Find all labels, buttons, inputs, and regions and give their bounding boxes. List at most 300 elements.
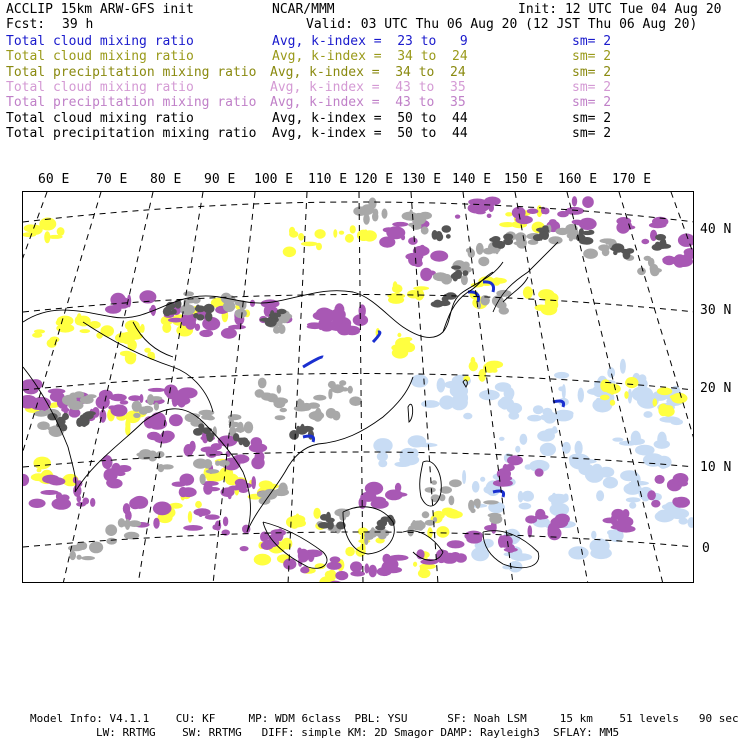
high-cloud [168,318,184,323]
high-cloud [129,498,141,509]
mid-cloud [625,377,638,388]
high-cloud [249,443,267,452]
cloud-top-dark [62,413,69,420]
mid-cloud [89,321,101,329]
high-cloud [180,474,195,486]
cloud-top-light [349,396,362,406]
high-cloud [221,328,237,339]
legend-smoothing: sm= 2 [572,110,612,126]
cloud-top-light [183,291,194,296]
cloud-top-dark [587,230,594,235]
low-cloud-light [421,400,440,408]
mid-cloud [289,227,295,236]
high-cloud [203,483,213,495]
low-cloud-light [520,434,528,445]
mid-cloud [538,289,554,300]
mid-cloud [50,337,60,343]
cloud-top-light [328,381,336,388]
high-cloud [277,528,284,541]
high-cloud [300,567,309,574]
cloud-top-dark [655,234,666,241]
legend-field-name: Total cloud mixing ratio [6,110,194,126]
cloud-top-light [461,275,468,285]
cloud-top-light [139,407,149,415]
high-cloud [371,499,389,509]
latitude-tick-label: 0 [702,541,710,556]
low-cloud-light [507,393,514,401]
high-cloud [622,509,629,518]
org-label: NCAR/MMM [272,2,335,17]
cloud-top-light [128,520,141,527]
high-cloud [507,455,523,465]
high-cloud [153,502,172,516]
high-cloud [169,414,183,426]
cloud-top-light [244,421,253,433]
high-cloud [283,559,296,570]
low-cloud-light [437,378,446,393]
cloud-top-light [475,499,480,509]
mid-cloud [77,316,91,327]
mid-cloud [345,234,354,243]
legend-smoothing: sm= 2 [572,34,612,49]
high-cloud [40,490,58,495]
high-cloud [83,498,90,505]
low-cloud-light [472,481,480,493]
cloud-fields-layer [23,196,694,583]
cloud-top-light [422,511,430,518]
high-cloud [365,482,383,495]
cloud-top-light [278,324,285,334]
longitude-tick-label: 170 E [612,172,652,187]
mid-cloud [313,508,320,519]
cloud-top-dark [163,307,172,316]
cloud-top-light [258,378,267,389]
map-canvas [23,192,694,583]
cloud-top-dark [277,309,287,314]
mid-cloud [345,547,355,556]
mid-cloud [393,281,398,289]
low-cloud-light [578,388,584,403]
high-cloud [250,300,255,307]
longitude-tick-label: 150 E [504,172,544,187]
cloud-top-light [200,474,206,485]
high-cloud [484,197,501,206]
legend-level-range: Avg, k-index = 50 to 44 [272,110,468,126]
low-cloud-light [596,490,604,501]
cloud-top-light [86,394,97,398]
cloud-top-light [69,551,76,560]
legend-smoothing: sm= 2 [572,95,612,111]
legend-field-name: Total precipitation mixing ratio [6,95,257,111]
low-cloud-light [527,415,542,422]
mid-cloud [188,511,192,523]
high-cloud [392,222,408,227]
low-cloud-light [662,504,673,510]
cloud-top-light [363,214,370,225]
forecast-hour: 39 h [62,17,94,32]
cloud-top-light [425,487,436,493]
mid-cloud [125,352,136,364]
mid-cloud [316,243,322,250]
low-cloud-light [637,378,647,389]
cloud-top-light [313,395,326,401]
high-cloud [527,208,539,214]
longitude-tick-label: 80 E [150,172,182,187]
low-cloud-light [643,411,652,418]
high-cloud [240,546,249,551]
low-cloud-light [537,430,555,441]
high-cloud [611,515,616,524]
cloud-top-light [206,416,215,420]
high-cloud [655,475,665,484]
legend-level-range: Avg, k-index = 50 to 44 [272,125,468,141]
mid-cloud [624,391,628,399]
high-cloud [61,408,69,412]
legend-smoothing: sm= 2 [572,64,612,80]
high-cloud [455,215,460,219]
high-cloud [104,468,118,482]
high-cloud [455,553,467,563]
low-cloud-light [635,445,655,456]
low-cloud-light [479,390,500,401]
low-cloud-light [630,438,645,445]
cloud-top-light [274,488,289,496]
cloud-top-light [449,479,462,487]
high-cloud [335,571,348,580]
longitude-tick-label: 100 E [254,172,294,187]
low-cloud-light [657,432,667,447]
mid-cloud [363,230,377,241]
mid-cloud [57,316,74,326]
low-cloud-light [554,372,569,379]
high-cloud [484,525,497,531]
cloud-top-dark [203,304,214,314]
mid-cloud [491,369,497,373]
high-cloud [525,515,537,523]
low-cloud-light [658,457,668,469]
cloud-top-light [348,386,353,394]
high-cloud [678,481,689,487]
mid-cloud [333,229,337,238]
high-cloud [199,330,213,337]
mid-cloud [283,247,296,258]
cloud-top-dark [503,238,513,245]
legend-field-name: Total precipitation mixing ratio [6,125,257,141]
high-cloud [512,207,526,219]
low-cloud-light [463,413,472,420]
high-cloud [575,222,595,226]
longitude-line [359,192,363,583]
high-cloud [672,497,681,505]
high-cloud [48,389,66,395]
cloud-top-dark [233,433,239,441]
cloud-top-light [275,415,286,420]
low-cloud-light [655,511,675,523]
cloud-top-light [421,226,429,234]
low-cloud-light [569,454,590,470]
high-cloud [549,219,556,224]
legend-field-name: Total cloud mixing ratio [6,49,194,65]
high-cloud [413,260,422,267]
high-cloud [384,559,398,571]
longitude-tick-label: 160 E [558,172,598,187]
mid-cloud [206,473,214,482]
low-cloud-light [499,437,505,441]
high-cloud [153,518,159,529]
longitude-tick-label: 140 E [452,172,492,187]
cloud-top-dark [289,430,299,440]
low-cloud-light [596,543,601,550]
coastline [408,404,413,422]
legend-level-range: Avg, k-index = 34 to 24 [270,64,466,80]
cloud-top-light [118,518,125,527]
high-cloud [651,500,660,508]
low-cloud-light [607,367,615,378]
low-cloud-light [562,384,566,399]
mid-cloud [505,212,512,216]
mid-cloud [315,229,326,239]
low-cloud-light [585,467,604,483]
low-cloud-light [590,547,612,559]
high-cloud [53,501,58,509]
cloud-top-light [332,411,340,421]
mid-cloud [350,225,356,233]
cloud-top-light [431,480,437,485]
mid-cloud [144,348,151,353]
cloud-top-light [161,464,174,469]
high-cloud [178,387,198,398]
high-cloud [430,251,448,262]
cloud-top-light [468,500,474,511]
high-cloud [236,483,252,489]
high-cloud [504,473,510,478]
high-cloud [678,234,694,247]
cloud-top-light [154,402,159,410]
cloud-top-light [313,410,323,422]
longitude-tick-label: 60 E [38,172,70,187]
cloud-top-light [605,239,610,244]
cloud-top-light [105,524,117,536]
high-cloud [565,207,584,215]
cloud-top-dark [533,234,543,241]
cloud-top-dark [455,270,462,277]
cloud-top-light [361,204,374,215]
high-cloud [183,525,203,531]
longitude-tick-label: 70 E [96,172,128,187]
low-cloud-light [688,517,695,528]
low-cloud-light [518,491,524,503]
cloud-top-light [74,391,84,398]
mid-cloud [195,501,202,508]
cloud-top-light [150,396,163,401]
high-cloud [447,540,465,548]
map-panel [22,191,694,583]
high-cloud [506,544,515,553]
cloud-top-dark [536,228,548,233]
low-cloud-light [603,477,618,489]
high-cloud [185,318,196,330]
legend-level-range: Avg, k-index = 34 to 24 [272,49,468,65]
low-cloud-light [519,503,532,510]
high-cloud [327,562,342,570]
cloud-top-dark [270,310,274,318]
cloud-top-dark [462,270,468,276]
low-cloud-core [303,357,323,367]
cloud-top-light [280,408,287,412]
low-cloud-light [670,419,683,425]
cloud-top-light [637,268,646,276]
high-cloud [23,474,29,486]
cloud-top-light [548,236,562,244]
cloud-top-dark [442,225,452,232]
high-cloud [379,237,395,248]
latitude-line [23,374,694,391]
cloud-top-light [483,500,499,504]
legend-field-name: Total cloud mixing ratio [6,34,194,49]
legend-smoothing: sm= 2 [572,49,612,65]
longitude-tick-label: 120 E [354,172,394,187]
model-title: ACCLIP 15km ARW-GFS init [6,2,194,17]
cloud-top-light [650,264,659,274]
mid-cloud [32,333,42,338]
high-cloud [179,487,188,497]
mid-cloud [499,222,515,227]
cloud-top-light [223,462,228,467]
mid-cloud [600,379,610,392]
high-cloud [223,517,228,527]
mid-cloud [388,296,404,304]
low-cloud-light [551,493,557,508]
high-cloud [307,324,323,329]
cloud-top-light [106,538,117,545]
mid-cloud [600,395,610,401]
high-cloud [251,476,256,489]
mid-cloud [44,231,50,243]
cloud-top-dark [239,439,244,445]
mid-cloud [469,361,478,371]
cloud-top-light [441,274,452,285]
cloud-top-light [72,403,80,410]
low-cloud-light [620,359,626,374]
high-cloud [90,498,95,507]
cloud-top-light [235,309,247,318]
mid-cloud [254,554,271,566]
mid-cloud [436,526,449,538]
cloud-top-light [478,257,489,267]
high-cloud [198,511,203,517]
low-cloud-light [511,553,533,561]
low-cloud-light [378,460,387,468]
high-cloud [239,488,248,493]
mid-cloud [653,398,658,406]
high-cloud [616,221,629,233]
high-cloud [184,444,194,457]
cloud-top-light [466,248,473,253]
low-cloud-light [626,497,641,502]
legend-field-name: Total precipitation mixing ratio [6,64,257,80]
cloud-top-light [449,496,455,506]
cloud-top-light [39,410,45,416]
low-cloud-light [408,435,427,447]
low-cloud-light [495,382,511,392]
legend-smoothing: sm= 2 [572,79,612,95]
legend-level-range: Avg, k-index = 23 to 9 [272,34,468,49]
high-cloud [572,196,577,206]
legend-level-range: Avg, k-index = 43 to 35 [270,79,466,95]
high-cloud [36,401,46,410]
model-info-line1: Model Info: V4.1.1 CU: KF MP: WDM 6class PBL: YSU SF: Noah LSM 15 km 51 levels 90 sec [30,712,739,725]
mid-cloud [301,242,318,247]
high-cloud [261,299,280,308]
high-cloud [436,549,447,563]
high-cloud [111,404,128,416]
valid-time: Valid: 03 UTC Thu 06 Aug 20 (12 JST Thu 06 Aug 20) [306,17,698,32]
latitude-tick-label: 40 N [700,222,732,237]
mid-cloud [298,233,304,241]
mid-cloud [339,231,344,235]
cloud-top-dark [659,244,672,249]
high-cloud [641,239,649,244]
latitude-tick-label: 20 N [700,381,732,396]
high-cloud [215,521,221,531]
cloud-top-dark [172,309,177,314]
cloud-top-dark [613,251,617,255]
high-cloud [105,305,121,314]
cloud-top-light [328,389,332,400]
high-cloud [148,388,166,392]
cloud-top-light [476,243,484,255]
high-cloud [29,499,46,508]
cloud-top-dark [203,430,211,434]
longitude-tick-label: 110 E [308,172,348,187]
cloud-top-dark [76,418,83,427]
model-info-line2: LW: RRTMG SW: RRTMG DIFF: simple KM: 2D Smagor DAMP: Rayleigh3 SFLAY: MM5 [96,726,620,739]
cloud-top-light [206,469,219,474]
cloud-top-light [419,212,432,220]
high-cloud [359,304,366,317]
high-cloud [550,517,568,528]
cloud-top-light [89,542,103,554]
mid-cloud [413,562,417,567]
cloud-top-light [81,556,95,560]
cloud-top-dark [625,248,634,254]
low-cloud-light [629,502,636,509]
cloud-top-light [342,387,349,391]
legend-smoothing: sm= 2 [572,125,612,141]
low-cloud-light [533,405,544,414]
cloud-top-dark [85,411,96,416]
cloud-top-light [199,410,215,416]
mid-cloud [397,333,401,337]
high-cloud [408,237,418,245]
low-cloud-light [557,410,574,417]
low-cloud-light [591,531,596,539]
low-cloud-light [522,491,534,502]
high-cloud [365,563,370,573]
cloud-top-light [382,209,388,219]
high-cloud [350,561,362,572]
low-cloud-light [410,448,418,458]
mid-cloud [57,227,65,236]
cloud-top-light [307,402,320,408]
mid-cloud [24,224,38,232]
latitude-tick-label: 30 N [700,303,732,318]
longitude-tick-label: 130 E [402,172,442,187]
high-cloud [123,503,130,514]
mid-cloud [96,332,103,338]
mid-cloud [140,324,144,333]
cloud-top-dark [436,233,443,241]
